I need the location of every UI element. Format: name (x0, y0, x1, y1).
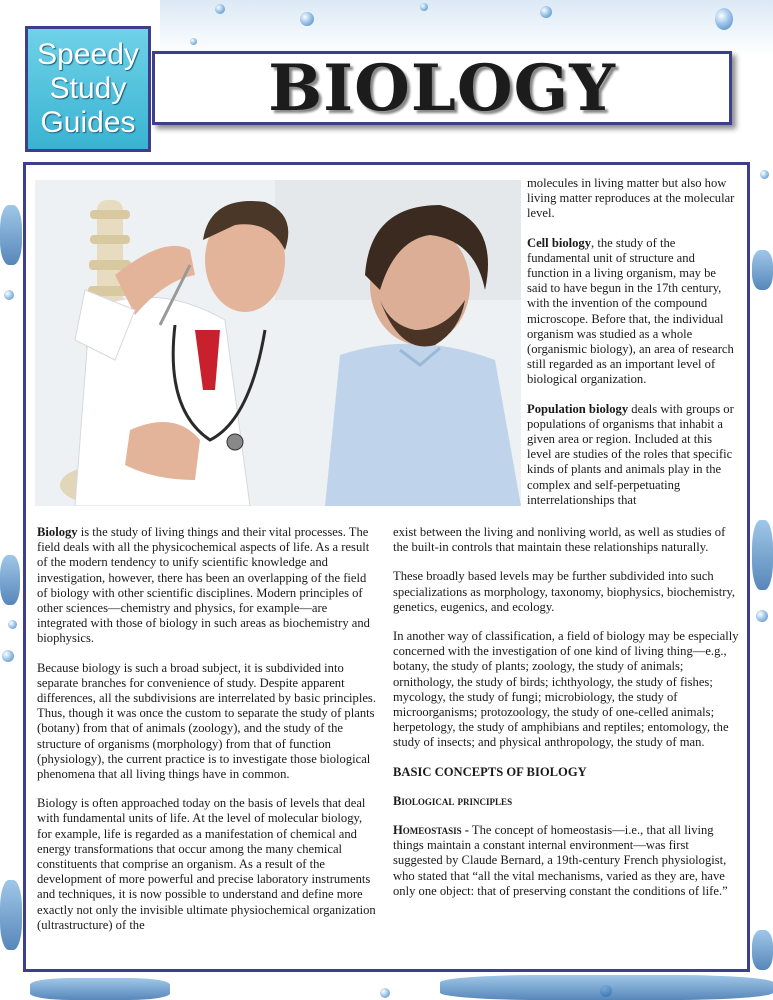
water-splash-left (0, 555, 20, 605)
brand-line: Guides (40, 106, 136, 139)
paragraph: exist between the living and nonliving world, as well as studies of the built-in controls that maintain these relationships naturally. (393, 525, 726, 555)
water-drop (756, 610, 768, 622)
paragraph: In another way of classification, a field of biology may be especially concerned with the investigation of one kind of living thing—e.g., botany, the study of plants; zoology, the study of animals; ornithology, the study of birds; ichthyology, the study of fishes; mycology, the study of fungi; microbiology, the study of microorganisms; protozoology, the study of one-celled animals; herpetology, the study of amphibians and reptiles; entomology, the study of insects; and physical anthropology, the study of man. (393, 629, 739, 750)
water-splash-right (752, 930, 773, 970)
paragraph-text: deals with groups or populations of organisms that inhabit a given area or region. Included at this level are studies of the roles that specific kinds of plants and animals play in the complex and self-perpetuating interrelationships that (527, 401, 734, 507)
title-banner (152, 51, 732, 125)
paragraph: These broadly based levels may be further subdivided into such specializations as morphology, taxonomy, biophysics, biochemistry, genetics, eugenics, and ecology. (393, 569, 736, 614)
column-right-top (527, 176, 739, 522)
term-population-biology: Population biology (527, 401, 629, 416)
subsection-heading: Biological principles (393, 793, 513, 808)
water-splash-top (160, 0, 773, 55)
water-drop (715, 8, 733, 30)
term-biology: Biology (37, 525, 78, 539)
paragraph (37, 525, 377, 647)
paragraph-text: The concept of homeostasis—i.e., that all living things maintain a constant internal environment—was first suggested by Claude Bernard, a 19th-century French physiologist, who stated that “all the vital mechanisms, varied as they are, have only one object: that of preserving constant the conditions of life.” (393, 823, 728, 898)
water-drop (8, 620, 17, 629)
section-heading: BASIC CONCEPTS OF BIOLOGY (393, 764, 587, 779)
brand-line: Speedy (37, 38, 139, 71)
water-drop (4, 290, 14, 300)
water-splash-left (0, 880, 22, 950)
water-drop (2, 650, 14, 662)
page-title: BIOLOGY (268, 50, 616, 126)
paragraph-text: molecules in living matter but also how living matter reproduces at the molecular level. (527, 176, 735, 221)
water-splash-bottom (440, 975, 773, 1000)
paragraph-text: is the study of living things and their vital processes. The field deals with all the physicochemical aspects of life. As a result of the modern tendency to unify scientific knowledge and investigation, however, there has been an overlapping of the field of biology with other scientific disciplines. Modern principles of other sciences—chemistry and physics, for example—are integrated with those of biology in such areas as biochemistry and biophysics. (37, 525, 370, 646)
water-drop (215, 4, 225, 14)
term-cell-biology: Cell biology (527, 235, 592, 250)
water-splash-right (752, 520, 773, 590)
paragraph (527, 236, 739, 388)
paragraph-text: Because biology is such a broad subject, it is subdivided into separate branches for convenience of study. Despite apparent differences, all the subdivisions are interrelated by basic principles. Thus, though it was once the custom to separate the study of plants (botany) from that of animals (zoology), and the study of the structure of organisms (morphology) from that of function (physiology), the current practice is to investigate those biological phenomena that all living things have in common. (37, 660, 376, 782)
paragraph-text: , the study of the fundamental unit of structure and function in a living organism, may be said to have begun in the 17th century, with the invention of the compound microscope. Before that, the individual organism was studied as a whole (organismic biology), an area of research still regarded as an important level of biological organization. (527, 235, 734, 387)
brand-logo (25, 26, 151, 152)
paragraph-text: Biology is often approached today on the basis of levels that deal with fundamental units of life. At the level of molecular biology, for example, life is regarded as a manifestation of chemical and energy transformations that occur among the many chemical constituents that comprise an organism. As a result of the development of more powerful and precise laboratory instruments and techniques, it is now possible to understand and define more exactly not only the invisible ultimate physiochemical organization (ultrastructure) of the (37, 796, 376, 932)
water-splash-right (752, 250, 773, 290)
water-drop (540, 6, 552, 18)
column-left (37, 525, 377, 947)
water-drop (190, 38, 197, 45)
paragraph (37, 796, 377, 933)
term-homeostasis: Homeostasis - (393, 823, 469, 838)
water-splash-left (0, 205, 22, 265)
water-splash-bottom (30, 978, 170, 1000)
water-drop (420, 3, 428, 11)
paragraph (527, 402, 739, 508)
doctor-patient-photo (35, 180, 521, 506)
brand-line: Study (49, 72, 127, 105)
paragraph (37, 661, 377, 783)
water-drop (380, 988, 390, 998)
paragraph (393, 823, 739, 899)
column-right (393, 525, 739, 913)
water-drop (760, 170, 769, 179)
paragraph (527, 176, 739, 222)
water-drop (300, 12, 314, 26)
